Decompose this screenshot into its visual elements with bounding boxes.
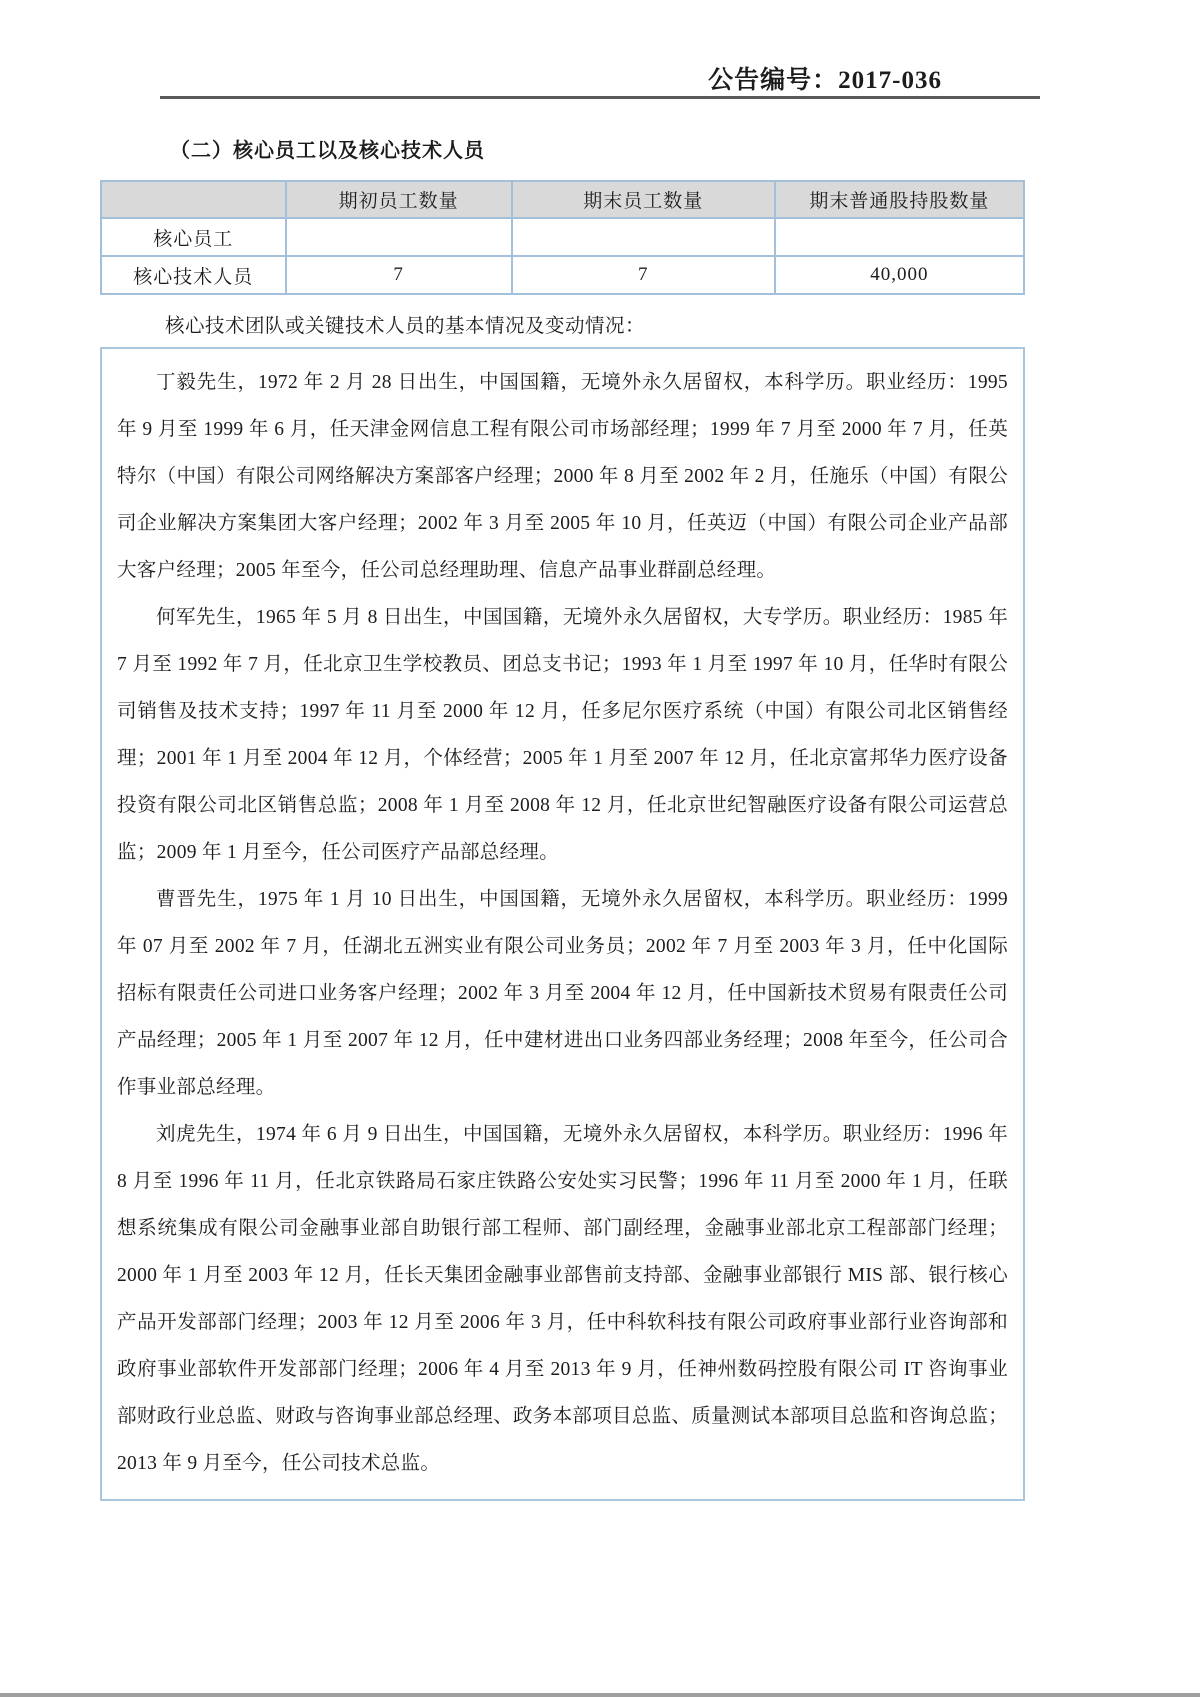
cell-final-count xyxy=(512,218,775,256)
table-row-core-employees xyxy=(101,218,1024,256)
cell-initial-count xyxy=(286,218,512,256)
table-header-shares: 期末普通股持股数量 xyxy=(775,181,1024,218)
cell-shares xyxy=(775,218,1024,256)
table-row-core-technical xyxy=(101,256,1024,294)
bio-box xyxy=(100,347,1025,1501)
row-label: 核心技术人员 xyxy=(101,256,286,294)
bio-paragraph-liu-hu: 刘虎先生，1974 年 6 月 9 日出生，中国国籍，无境外永久居留权，本科学历。职业经历：1996 年 8 月至 1996 年 11 月，任北京铁路局石家庄铁路公安处实习民警；1996 年 11 月至 2000 年 1 月，任联想系统集成有限公司金融事业部自助银行部工程师、部门副经理，金融事业部北京工程部部门经理；2000 年 1 月至 2003 年 12 月，任长天集团金融事业部售前支持部、金融事业部银行 MIS 部、银行核心产品开发部部门经理；2003 年 12 月至 2006 年 3 月，任中科软科技有限公司政府事业部行业咨询部和政府事业部软件开发部部门经理；2006 年 4 月至 2013 年 9 月，任神州数码控股有限公司 IT 咨询事业部财政行业总监、财政与咨询事业部总经理、政务本部项目总监、质量测试本部项目总监和咨询总监；2013 年 9 月至今，任公司技术总监。 xyxy=(117,1124,1009,1474)
note-line: 核心技术团队或关键技术人员的基本情况及变动情况： xyxy=(165,316,646,337)
announcement-number: 公告编号：2017-036 xyxy=(708,67,942,94)
bio-paragraph-he-jun: 何军先生，1965 年 5 月 8 日出生，中国国籍，无境外永久居留权，大专学历。职业经历：1985 年 7 月至 1992 年 7 月，任北京卫生学校教员、团总支书记；1993 年 1 月至 1997 年 10 月，任华时有限公司销售及技术支持；1997 年 11 月至 2000 年 12 月，任多尼尔医疗系统（中国）有限公司北区销售经理；2001 年 1 月至 2004 年 12 月，个体经营；2005 年 1 月至 2007 年 12 月，任北京富邦华力医疗设备投资有限公司北区销售总监；2008 年 1 月至 2008 年 12 月，任北京世纪智融医疗设备有限公司运营总监；2009 年 1 月至今，任公司医疗产品部总经理。 xyxy=(117,607,1008,863)
cell-initial-count: 7 xyxy=(286,256,512,294)
core-staff-table xyxy=(100,180,1025,295)
bio-paragraph-cao-jin: 曹晋先生，1975 年 1 月 10 日出生，中国国籍，无境外永久居留权，本科学历。职业经历：1999 年 07 月至 2002 年 7 月，任湖北五洲实业有限公司业务员；2002 年 7 月至 2003 年 3 月，任中化国际招标有限责任公司进口业务客户经理；2002 年 3 月至 2004 年 12 月，任中国新技术贸易有限责任公司产品经理；2005 年 1 月至 2007 年 12 月，任中建材进出口业务四部业务经理；2008 年至今，任公司合作事业部总经理。 xyxy=(117,889,1008,1098)
table-header-row xyxy=(101,181,1024,218)
header-rule xyxy=(160,96,1040,99)
bio-paragraph-ding-yi: 丁毅先生，1972 年 2 月 28 日出生，中国国籍，无境外永久居留权，本科学历。职业经历：1995 年 9 月至 1999 年 6 月，任天津金网信息工程有限公司市场部经理；1999 年 7 月至 2000 年 7 月，任英特尔（中国）有限公司网络解决方案部客户经理；2000 年 8 月至 2002 年 2 月，任施乐（中国）有限公司企业解决方案集团大客户经理；2002 年 3 月至 2005 年 10 月，任英迈（中国）有限公司企业产品部大客户经理；2005 年至今，任公司总经理助理、信息产品事业群副总经理。 xyxy=(117,372,1008,581)
section-heading: （二）核心员工以及核心技术人员 xyxy=(170,140,485,162)
table-header-final-count: 期末员工数量 xyxy=(512,181,775,218)
row-label: 核心员工 xyxy=(101,218,286,256)
cell-shares: 40,000 xyxy=(775,256,1024,294)
cell-final-count: 7 xyxy=(512,256,775,294)
table-header-empty xyxy=(101,181,286,218)
page-bottom-edge xyxy=(0,1693,1200,1697)
table-header-initial-count: 期初员工数量 xyxy=(286,181,512,218)
